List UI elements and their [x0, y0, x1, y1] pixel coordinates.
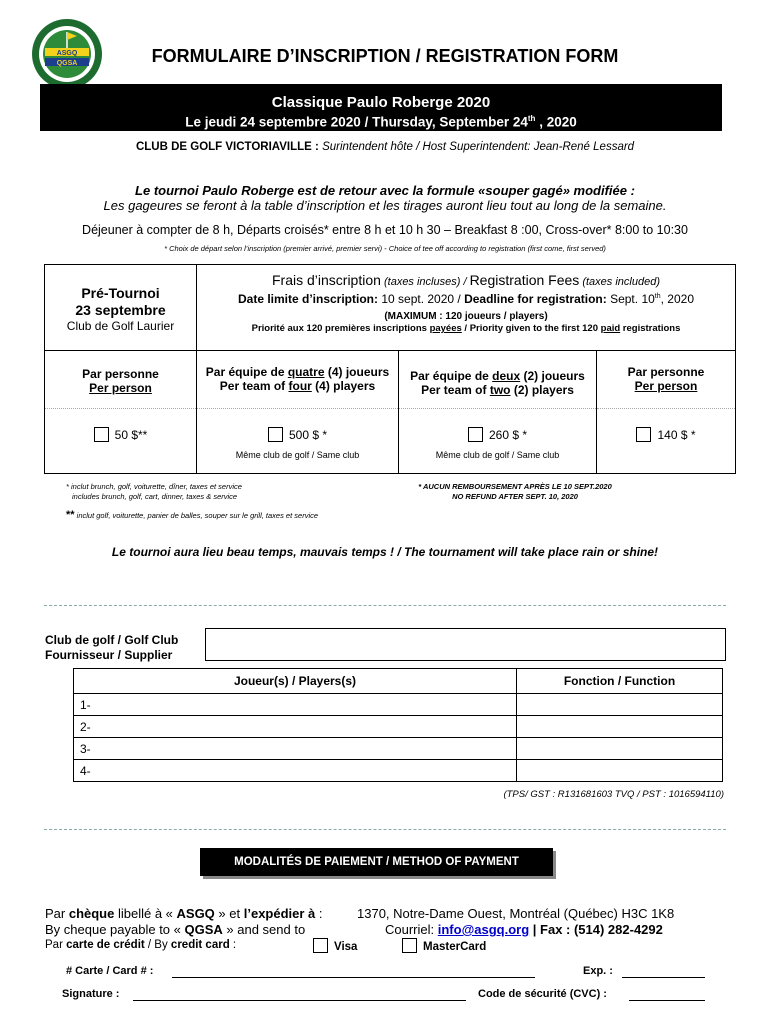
mastercard-option[interactable]: MasterCard [402, 938, 486, 953]
double-star-note: ** inclut golf, voiturette, panier de balles, souper sur le grill, taxes et service [66, 509, 319, 521]
schedule-line: Déjeuner à compter de 8 h, Départs croisés* entre 8 h et 10 h 30 – Breakfast 8 :00, Cross-over* 8:00 to 10:30 [82, 223, 688, 237]
fee-option[interactable]: 50 $** [45, 427, 196, 442]
table-row [74, 760, 723, 782]
card-number-field[interactable] [172, 977, 535, 978]
table-row [74, 738, 723, 760]
checkbox[interactable] [268, 427, 283, 442]
event-date: Le jeudi 24 septembre 2020 / Thursday, September 24th , 2020 [185, 114, 577, 130]
cvc-field[interactable] [629, 1000, 705, 1001]
email-link[interactable]: info@asgq.org [437, 922, 530, 937]
no-refund-fr: * AUCUN REMBOURSEMENT APRÈS LE 10 SEPT.2020 [418, 482, 612, 491]
intro-line-1: Le tournoi Paulo Roberge est de retour avec la formule «souper gagé» modifiée : [135, 183, 635, 198]
fee-option[interactable]: 500 $ * [197, 427, 398, 442]
fee-label-fr: Par personne [82, 367, 159, 381]
fee-label-en: Per person [634, 379, 698, 393]
pre-tournoi-club: Club de Golf Laurier [66, 319, 175, 333]
rain-or-shine-line: Le tournoi aura lieu beau temps, mauvais temps ! / The tournament will take place rain or shine! [111, 545, 659, 559]
table-row [74, 694, 723, 716]
mailing-address: 1370, Notre-Dame Ouest, Montréal (Québec) H3C 1K8 [357, 906, 675, 921]
fee-option[interactable]: 260 $ * [399, 427, 596, 442]
tax-numbers: (TPS/ GST : R131681603 TVQ / PST : 1016594110) [503, 789, 724, 800]
club-input[interactable] [205, 628, 726, 661]
fees-table [44, 264, 736, 474]
fee-label-fr: Par équipe de deux (2) joueurs [410, 369, 585, 383]
function-header: Fonction / Function [517, 669, 723, 694]
fee-option[interactable]: 140 $ * [597, 427, 735, 442]
star-note-en: includes brunch, golf, cart, dinner, taxes & service [72, 492, 238, 501]
checkbox[interactable] [94, 427, 109, 442]
fee-column-team-two [399, 351, 597, 473]
fee-label-fr: Par équipe de quatre (4) joueurs [205, 365, 390, 379]
deadline-line: Date limite d’inscription: 10 sept. 2020 / Deadline for registration: Sept. 10th, 2020 [237, 292, 695, 306]
tee-choice-note: * Choix de départ selon l’inscription (premier arrivé, premier servi) - Choice of tee off according to registration (first come, first served) [164, 244, 606, 253]
priority-line: Priorité aux 120 premières inscriptions payées / Priority given to the first 120 paid registrations [251, 323, 681, 334]
fee-label-en: Per person [89, 381, 152, 395]
signature-field[interactable] [133, 1000, 466, 1001]
table-row [74, 716, 723, 738]
supplier-label: Fournisseur / Supplier [45, 648, 173, 662]
page-title: FORMULAIRE D’INSCRIPTION / REGISTRATION FORM [151, 46, 619, 66]
players-table [73, 668, 723, 782]
intro-line-2: Les gageures se feront à la table d’inscription et les tirages auront lieu tout au long de la semaine. [103, 198, 667, 213]
exp-label: Exp. : [583, 965, 613, 977]
players-header: Joueur(s) / Players(s) [74, 669, 517, 694]
fee-column-team-four [197, 351, 399, 473]
payment-heading: MODALITÉS DE PAIEMENT / METHOD OF PAYMENT [200, 848, 553, 876]
function-3-field[interactable] [517, 738, 723, 760]
card-number-label: # Carte / Card # : [66, 965, 154, 977]
pre-tournoi-date: 23 septembre [75, 302, 166, 318]
fees-header [197, 265, 735, 351]
cheque-en-line: By cheque payable to « QGSA » and send to [45, 922, 306, 937]
cheque-fr-line: Par chèque libellé à « ASGQ » et l’expédier à : [45, 906, 323, 921]
fee-label-en: Per team of two (2) players [421, 383, 574, 397]
divider [44, 605, 726, 606]
same-club-note: Même club de golf / Same club [435, 450, 560, 460]
credit-card-line: Par carte de crédit / By credit card : [45, 939, 237, 951]
fee-column-per-person [597, 351, 735, 473]
logo-text-asgq: ASGQ [56, 50, 78, 57]
cvc-label: Code de sécurité (CVC) : [478, 988, 607, 1000]
divider [44, 829, 726, 830]
contact-line: Courriel: info@asgq.org | Fax : (514) 282-4292 [385, 922, 663, 937]
checkbox[interactable] [636, 427, 651, 442]
same-club-note: Même club de golf / Same club [235, 450, 360, 460]
player-2-field[interactable]: 2- [74, 716, 517, 738]
fee-label-fr: Par personne [627, 365, 705, 379]
signature-label: Signature : [62, 988, 120, 1000]
function-2-field[interactable] [517, 716, 723, 738]
host-club-line: CLUB DE GOLF VICTORIAVILLE : Surintendent hôte / Host Superintendent: Jean-René Lessard [135, 141, 635, 153]
checkbox[interactable] [313, 938, 328, 953]
checkbox[interactable] [402, 938, 417, 953]
function-1-field[interactable] [517, 694, 723, 716]
player-4-field[interactable]: 4- [74, 760, 517, 782]
event-banner [40, 84, 722, 131]
visa-option[interactable]: Visa [313, 938, 357, 953]
fees-title: Frais d’inscription (taxes incluses) / Registration Fees (taxes included) [271, 272, 660, 288]
player-3-field[interactable]: 3- [74, 738, 517, 760]
checkbox[interactable] [468, 427, 483, 442]
fee-label-en: Per team of four (4) players [219, 379, 376, 393]
no-refund-en: NO REFUND AFTER SEPT. 10, 2020 [452, 492, 578, 501]
fee-column-per-person-pre [45, 351, 197, 473]
pre-tournoi-cell [45, 265, 197, 351]
exp-field[interactable] [622, 977, 705, 978]
pre-tournoi-title: Pré-Tournoi [81, 285, 160, 301]
star-note-fr: * inclut brunch, golf, voiturette, dîner, taxes et service [66, 482, 242, 491]
maximum-line: (MAXIMUM : 120 joueurs / players) [384, 311, 548, 322]
event-name: Classique Paulo Roberge 2020 [271, 94, 491, 111]
club-label: Club de golf / Golf Club [45, 633, 179, 647]
function-4-field[interactable] [517, 760, 723, 782]
player-1-field[interactable]: 1- [74, 694, 517, 716]
logo-text-qgsa: QGSA [56, 60, 78, 67]
